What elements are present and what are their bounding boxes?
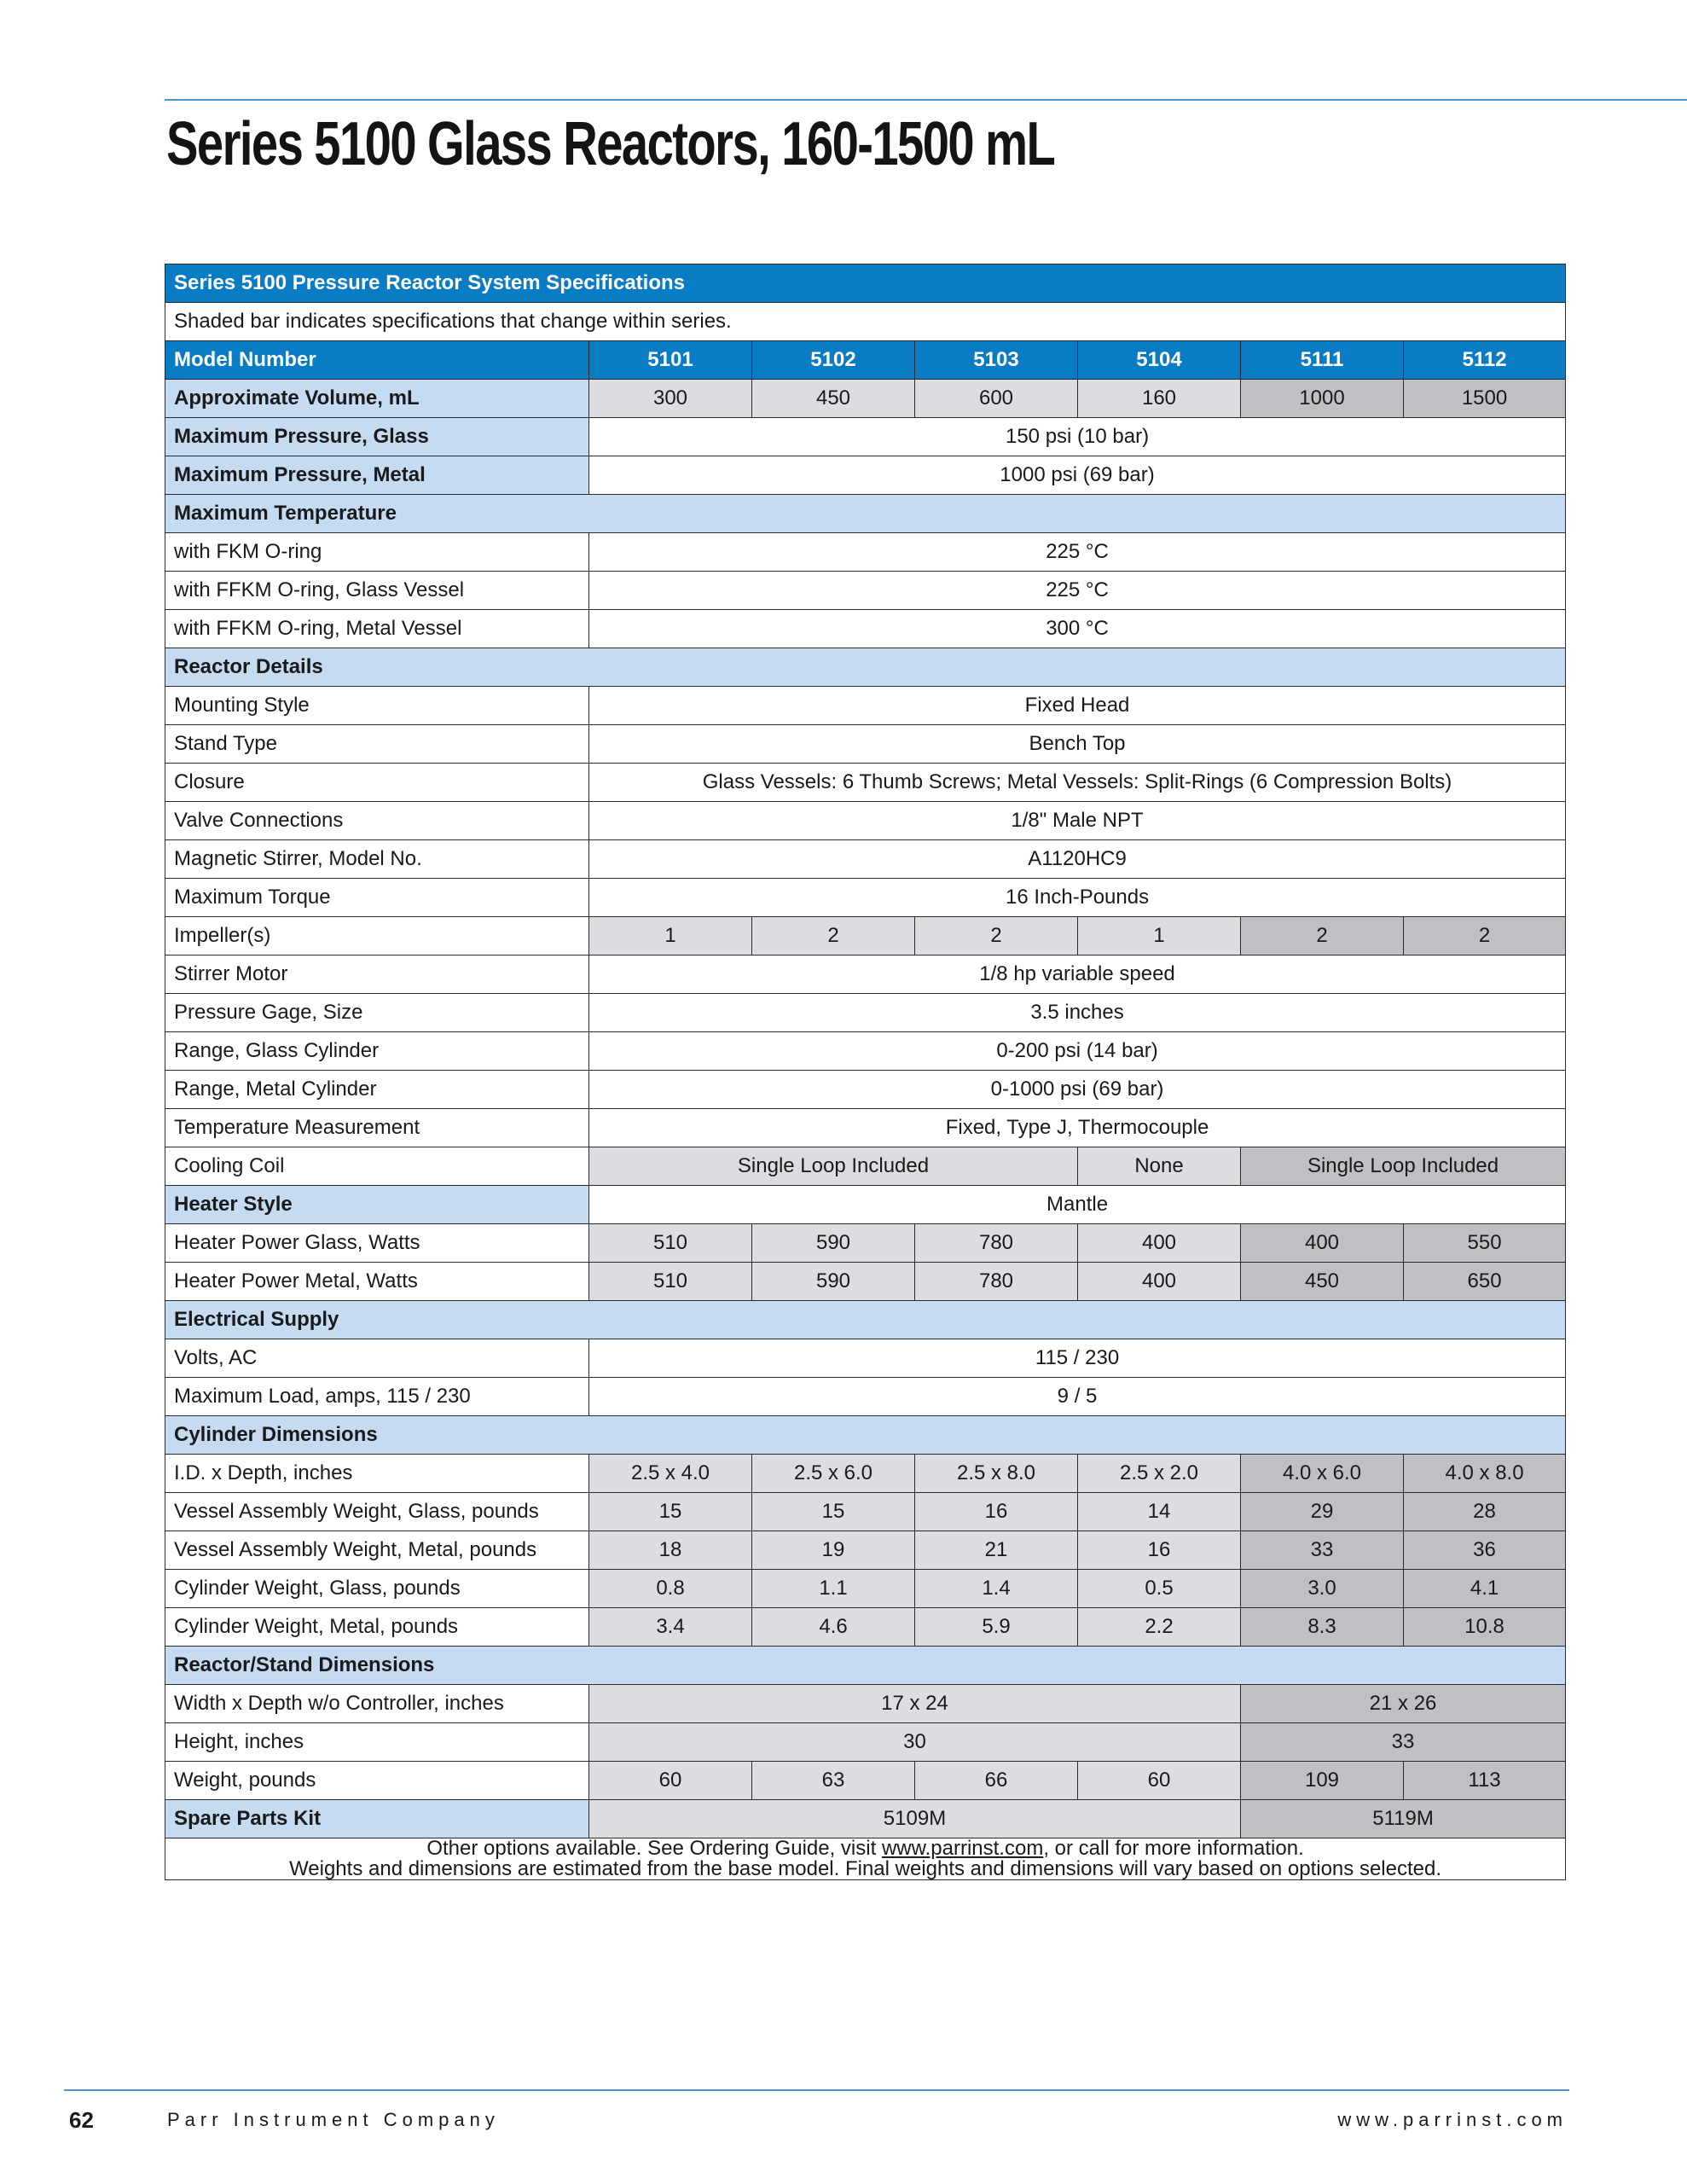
row-value: 2 xyxy=(1241,917,1404,956)
table-footer-note xyxy=(165,1838,1566,1880)
model-header-row xyxy=(165,341,1566,380)
row-value: 29 xyxy=(1241,1493,1404,1531)
row-label: Volts, AC xyxy=(165,1339,589,1378)
row-value: 590 xyxy=(752,1224,915,1263)
row-value: 1.4 xyxy=(915,1570,1078,1608)
table-row xyxy=(165,1032,1566,1071)
row-value: 18 xyxy=(589,1531,752,1570)
row-label: Cylinder Weight, Glass, pounds xyxy=(165,1570,589,1608)
row-value: 0-1000 psi (69 bar) xyxy=(589,1071,1566,1109)
table-row xyxy=(165,802,1566,840)
row-value: Fixed Head xyxy=(589,687,1566,725)
row-value: 5.9 xyxy=(915,1608,1078,1647)
row-value: 109 xyxy=(1241,1762,1404,1800)
table-footer-row xyxy=(165,1838,1566,1880)
row-value: 16 xyxy=(1078,1531,1241,1570)
row-value: 2 xyxy=(752,917,915,956)
table-row xyxy=(165,1301,1566,1339)
row-label: Heater Power Glass, Watts xyxy=(165,1224,589,1263)
row-value: 160 xyxy=(1078,380,1241,418)
table-row xyxy=(165,1416,1566,1455)
row-value: A1120HC9 xyxy=(589,840,1566,879)
row-value: 1/8 hp variable speed xyxy=(589,956,1566,994)
row-value: 400 xyxy=(1078,1224,1241,1263)
row-label: Maximum Load, amps, 115 / 230 xyxy=(165,1378,589,1416)
section-header: Electrical Supply xyxy=(165,1301,1566,1339)
row-value: Single Loop Included xyxy=(589,1147,1078,1186)
row-label: Height, inches xyxy=(165,1723,589,1762)
row-label: Cylinder Weight, Metal, pounds xyxy=(165,1608,589,1647)
table-row xyxy=(165,1186,1566,1224)
row-label: Stand Type xyxy=(165,725,589,764)
model-header-label: Model Number xyxy=(165,341,589,380)
row-value: 66 xyxy=(915,1762,1078,1800)
row-value: 15 xyxy=(752,1493,915,1531)
table-title-row xyxy=(165,264,1566,303)
row-value: 36 xyxy=(1404,1531,1566,1570)
row-value: 3.0 xyxy=(1241,1570,1404,1608)
row-label: Heater Power Metal, Watts xyxy=(165,1263,589,1301)
table-row xyxy=(165,956,1566,994)
row-label: Maximum Torque xyxy=(165,879,589,917)
row-value: 14 xyxy=(1078,1493,1241,1531)
table-row xyxy=(165,456,1566,495)
page-number: 62 xyxy=(69,2107,94,2133)
table-row xyxy=(165,1723,1566,1762)
section-header: Cylinder Dimensions xyxy=(165,1416,1566,1455)
table-row xyxy=(165,1224,1566,1263)
row-label: Vessel Assembly Weight, Glass, pounds xyxy=(165,1493,589,1531)
row-value: Mantle xyxy=(589,1186,1566,1224)
row-value: Single Loop Included xyxy=(1241,1147,1566,1186)
parrinst-link[interactable]: www.parrinst.com xyxy=(881,1838,1044,1860)
table-row xyxy=(165,1109,1566,1147)
row-value: 780 xyxy=(915,1224,1078,1263)
table-row xyxy=(165,1493,1566,1531)
table-row xyxy=(165,687,1566,725)
row-value: 4.0 x 6.0 xyxy=(1241,1455,1404,1493)
row-label: Mounting Style xyxy=(165,687,589,725)
table-row xyxy=(165,1800,1566,1838)
row-value: 2.5 x 6.0 xyxy=(752,1455,915,1493)
row-label: Range, Metal Cylinder xyxy=(165,1071,589,1109)
row-value: 150 psi (10 bar) xyxy=(589,418,1566,456)
row-value: 21 xyxy=(915,1531,1078,1570)
row-label: with FFKM O-ring, Glass Vessel xyxy=(165,572,589,610)
row-value: Bench Top xyxy=(589,725,1566,764)
table-row xyxy=(165,1455,1566,1493)
model-5102: 5102 xyxy=(752,341,915,380)
row-label: Temperature Measurement xyxy=(165,1109,589,1147)
row-value: 1500 xyxy=(1404,380,1566,418)
footer-note-line2: Weights and dimensions are estimated from the base model. Final weights and dimensions will vary based on options selected. xyxy=(289,1857,1441,1880)
row-value: 8.3 xyxy=(1241,1608,1404,1647)
row-value: 780 xyxy=(915,1263,1078,1301)
table-row xyxy=(165,495,1566,533)
row-value: 16 xyxy=(915,1493,1078,1531)
model-5112: 5112 xyxy=(1404,341,1566,380)
row-value: 3.4 xyxy=(589,1608,752,1647)
table-row xyxy=(165,994,1566,1032)
row-label: with FFKM O-ring, Metal Vessel xyxy=(165,610,589,648)
row-value: 19 xyxy=(752,1531,915,1570)
row-value: 650 xyxy=(1404,1263,1566,1301)
footer-note-text-pre: Other options available. See Ordering Guide, visit xyxy=(426,1838,882,1860)
table-row xyxy=(165,1647,1566,1685)
row-value: 4.0 x 8.0 xyxy=(1404,1455,1566,1493)
row-value: 17 x 24 xyxy=(589,1685,1241,1723)
row-value: 10.8 xyxy=(1404,1608,1566,1647)
model-5111: 5111 xyxy=(1241,341,1404,380)
row-value: 21 x 26 xyxy=(1241,1685,1566,1723)
row-label: Valve Connections xyxy=(165,802,589,840)
row-value: 300 °C xyxy=(589,610,1566,648)
row-value: 5119M xyxy=(1241,1800,1566,1838)
table-note-row xyxy=(165,303,1566,341)
table-row xyxy=(165,418,1566,456)
row-value: 1 xyxy=(589,917,752,956)
table-row xyxy=(165,764,1566,802)
row-value: 400 xyxy=(1078,1263,1241,1301)
row-value: 0-200 psi (14 bar) xyxy=(589,1032,1566,1071)
row-value: 225 °C xyxy=(589,533,1566,572)
row-value: 1/8" Male NPT xyxy=(589,802,1566,840)
row-label: Maximum Pressure, Glass xyxy=(165,418,589,456)
company-name: Parr Instrument Company xyxy=(167,2109,500,2130)
table-row xyxy=(165,725,1566,764)
row-value: 60 xyxy=(1078,1762,1241,1800)
table-row xyxy=(165,1685,1566,1723)
row-label: Vessel Assembly Weight, Metal, pounds xyxy=(165,1531,589,1570)
table-row xyxy=(165,380,1566,418)
row-value: 600 xyxy=(915,380,1078,418)
row-value: 30 xyxy=(589,1723,1241,1762)
row-label: Spare Parts Kit xyxy=(165,1800,589,1838)
table-row xyxy=(165,1147,1566,1186)
row-label: Impeller(s) xyxy=(165,917,589,956)
row-value: 1000 xyxy=(1241,380,1404,418)
table-title: Series 5100 Pressure Reactor System Specifications xyxy=(165,264,1566,303)
table-row xyxy=(165,533,1566,572)
row-label: Closure xyxy=(165,764,589,802)
footer-website: www.parrinst.com xyxy=(1337,2109,1568,2130)
row-value: 0.5 xyxy=(1078,1570,1241,1608)
row-value: 510 xyxy=(589,1224,752,1263)
row-value: 115 / 230 xyxy=(589,1339,1566,1378)
table-row xyxy=(165,1608,1566,1647)
top-rule xyxy=(165,99,1687,101)
table-row xyxy=(165,572,1566,610)
table-row xyxy=(165,879,1566,917)
row-value: Fixed, Type J, Thermocouple xyxy=(589,1109,1566,1147)
model-5101: 5101 xyxy=(589,341,752,380)
model-5104: 5104 xyxy=(1078,341,1241,380)
row-value: Glass Vessels: 6 Thumb Screws; Metal Vessels: Split-Rings (6 Compression Bolts) xyxy=(589,764,1566,802)
row-value: 510 xyxy=(589,1263,752,1301)
row-value: 225 °C xyxy=(589,572,1566,610)
section-header: Reactor/Stand Dimensions xyxy=(165,1647,1566,1685)
table-row xyxy=(165,1762,1566,1800)
table-row xyxy=(165,610,1566,648)
row-label: Pressure Gage, Size xyxy=(165,994,589,1032)
table-row xyxy=(165,840,1566,879)
row-value: 1.1 xyxy=(752,1570,915,1608)
page-title: Series 5100 Glass Reactors, 160-1500 mL xyxy=(166,110,1055,178)
row-value: 60 xyxy=(589,1762,752,1800)
row-value: 9 / 5 xyxy=(589,1378,1566,1416)
table-note: Shaded bar indicates specifications that change within series. xyxy=(165,303,1566,341)
spec-table xyxy=(165,264,1566,1880)
table-row xyxy=(165,1378,1566,1416)
row-value: 550 xyxy=(1404,1224,1566,1263)
row-label: Width x Depth w/o Controller, inches xyxy=(165,1685,589,1723)
row-label: with FKM O-ring xyxy=(165,533,589,572)
table-row xyxy=(165,1339,1566,1378)
section-header: Reactor Details xyxy=(165,648,1566,687)
row-label: Heater Style xyxy=(165,1186,589,1224)
row-label: Stirrer Motor xyxy=(165,956,589,994)
row-value: 2.5 x 8.0 xyxy=(915,1455,1078,1493)
row-value: 0.8 xyxy=(589,1570,752,1608)
row-value: 450 xyxy=(752,380,915,418)
row-label: Range, Glass Cylinder xyxy=(165,1032,589,1071)
row-value: 2 xyxy=(915,917,1078,956)
section-header: Maximum Temperature xyxy=(165,495,1566,533)
row-value: 4.6 xyxy=(752,1608,915,1647)
row-value: 3.5 inches xyxy=(589,994,1566,1032)
table-row xyxy=(165,1570,1566,1608)
row-value: 33 xyxy=(1241,1531,1404,1570)
row-value: 450 xyxy=(1241,1263,1404,1301)
footer-note-text-post: , or call for more information. xyxy=(1043,1838,1304,1860)
table-row xyxy=(165,917,1566,956)
row-value: 2.5 x 4.0 xyxy=(589,1455,752,1493)
row-value: 113 xyxy=(1404,1762,1566,1800)
row-value: 28 xyxy=(1404,1493,1566,1531)
table-row xyxy=(165,648,1566,687)
row-value: 300 xyxy=(589,380,752,418)
row-value: 63 xyxy=(752,1762,915,1800)
table-row xyxy=(165,1263,1566,1301)
row-label: Maximum Pressure, Metal xyxy=(165,456,589,495)
table-row xyxy=(165,1071,1566,1109)
row-value: 2.2 xyxy=(1078,1608,1241,1647)
row-value: 400 xyxy=(1241,1224,1404,1263)
row-value: 4.1 xyxy=(1404,1570,1566,1608)
row-value: 1000 psi (69 bar) xyxy=(589,456,1566,495)
row-label: Cooling Coil xyxy=(165,1147,589,1186)
row-value: 1 xyxy=(1078,917,1241,956)
row-value: 16 Inch-Pounds xyxy=(589,879,1566,917)
model-5103: 5103 xyxy=(915,341,1078,380)
row-value: 15 xyxy=(589,1493,752,1531)
row-value: 5109M xyxy=(589,1800,1241,1838)
row-label: Approximate Volume, mL xyxy=(165,380,589,418)
table-row xyxy=(165,1531,1566,1570)
bottom-rule xyxy=(64,2089,1569,2091)
row-label: Magnetic Stirrer, Model No. xyxy=(165,840,589,879)
row-label: I.D. x Depth, inches xyxy=(165,1455,589,1493)
row-value: 590 xyxy=(752,1263,915,1301)
row-value: 2.5 x 2.0 xyxy=(1078,1455,1241,1493)
row-value: None xyxy=(1078,1147,1241,1186)
row-label: Weight, pounds xyxy=(165,1762,589,1800)
row-value: 2 xyxy=(1404,917,1566,956)
row-value: 33 xyxy=(1241,1723,1566,1762)
